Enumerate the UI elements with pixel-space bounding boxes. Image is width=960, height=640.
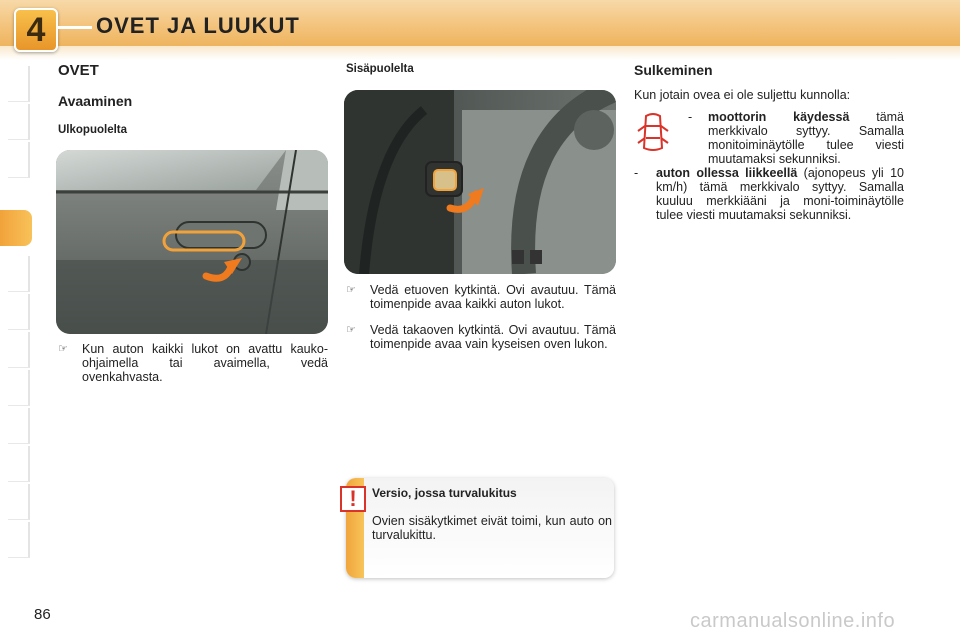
inside-bullet-front: [346, 283, 616, 311]
closing-item-engine-text: tämä merkkivalo syttyy. Samalla monitoiminäytölle tulee viesti muutamaksi sekunniksi.: [708, 110, 905, 166]
chapter-tab-11[interactable]: [8, 484, 30, 520]
closing-intro: Kun jotain ovea ei ole suljettu kunnolla:: [634, 88, 851, 102]
pointing-hand-icon: ☞: [346, 284, 356, 296]
chapter-badge-connector: [58, 26, 92, 29]
inside-bullet-rear-text: Vedä takaoven kytkintä. Ovi avautuu. Tämä toimenpide avaa vain kyseisen oven lukon.: [370, 323, 616, 351]
chapter-tab-9[interactable]: [8, 408, 30, 444]
closing-item-moving-bold: auton ollessa liikkeellä: [656, 166, 798, 180]
car-doors-open-icon: [636, 112, 670, 152]
dash: -: [634, 166, 639, 180]
closing-item-moving: [634, 166, 904, 222]
header-fade: [0, 46, 960, 60]
subsection-title: Avaaminen: [58, 93, 133, 109]
inside-bullet-front-text: Vedä etuoven kytkintä. Ovi avautuu. Tämä toimenpide avaa kaikki auton lukot.: [370, 283, 616, 311]
chapter-tab-10[interactable]: [8, 446, 30, 482]
outside-bullet: [58, 342, 328, 384]
closing-item-moving-text: (ajonopeus yli 10 km/h) tämä merkkivalo syttyy. Samalla kuuluu merkkiääni ja moni-toiminäytölle tulee viesti muutamaksi sekunniksi.: [656, 166, 904, 222]
exterior-door-handle-photo: [56, 150, 328, 334]
pointing-hand-icon: ☞: [346, 324, 356, 336]
warning-text: Ovien sisäkytkimet eivät toimi, kun auto on turvalukittu.: [372, 514, 612, 542]
chapter-tab-3[interactable]: [8, 142, 30, 178]
chapter-tab-4-active[interactable]: [0, 210, 32, 246]
inside-heading: Sisäpuolelta: [346, 63, 414, 75]
warning-title: Versio, jossa turvalukitus: [372, 486, 517, 500]
inside-bullet-rear: [346, 323, 616, 351]
closing-item-engine-bold: moottorin käydessä: [708, 110, 850, 124]
chapter-tab-5[interactable]: [8, 256, 30, 292]
chapter-tab-6[interactable]: [8, 294, 30, 330]
outside-bullet-text: Kun auton kaikki lukot on avattu kauko-ohjaimella tai avaimella, vedä ovenkahvasta.: [82, 342, 328, 384]
chapter-tab-1[interactable]: [8, 66, 30, 102]
page-number: 86: [34, 606, 51, 623]
closing-heading: Sulkeminen: [634, 62, 713, 78]
closing-item-engine-running: [688, 110, 904, 166]
watermark[interactable]: carmanualsonline.info: [690, 610, 896, 632]
chapter-tab-2[interactable]: [8, 104, 30, 140]
chapter-number-badge: 4: [14, 8, 58, 52]
outside-heading: Ulkopuolelta: [58, 124, 128, 136]
section-title: OVET: [58, 62, 99, 79]
chapter-tab-8[interactable]: [8, 370, 30, 406]
interior-door-switch-photo: [344, 90, 616, 274]
chapter-tabs: [0, 66, 34, 578]
chapter-tab-12[interactable]: [8, 522, 30, 558]
dash: -: [688, 110, 693, 124]
exclamation-icon: !: [340, 486, 366, 512]
chapter-tab-7[interactable]: [8, 332, 30, 368]
pointing-hand-icon: ☞: [58, 343, 68, 355]
page-title: OVET JA LUUKUT: [96, 13, 300, 38]
